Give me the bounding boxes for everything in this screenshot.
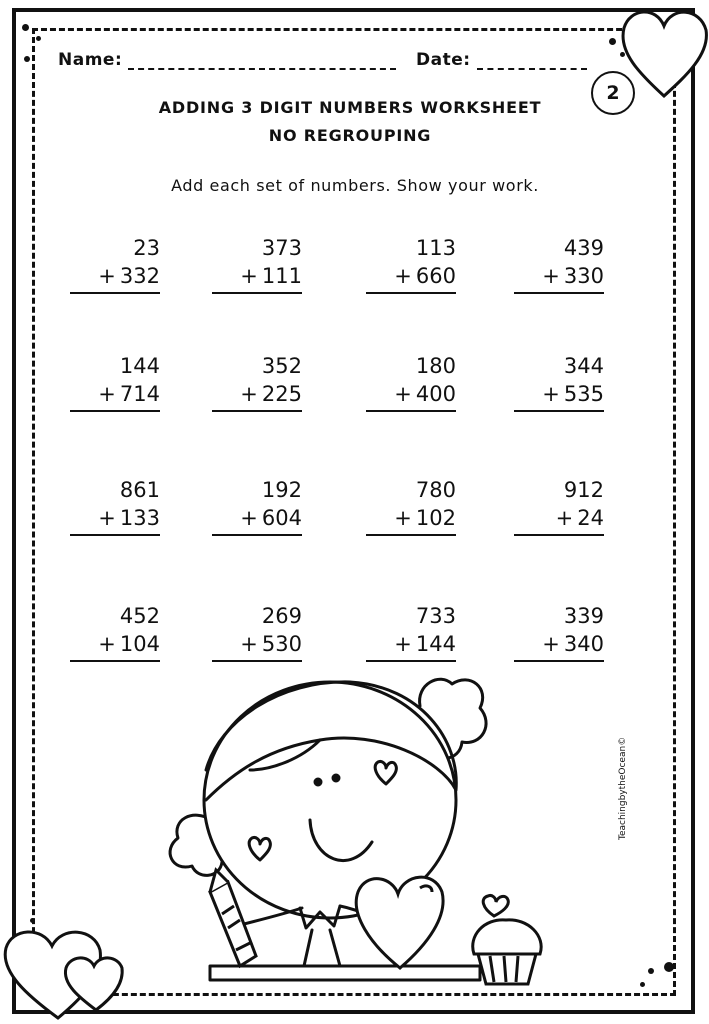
instructions: Add each set of numbers. Show your work. — [171, 176, 539, 195]
top-addend: 113 — [415, 236, 456, 260]
copyright-text: TeachingbytheOcean© — [618, 736, 628, 840]
top-addend: 339 — [563, 604, 604, 628]
name-label: Name: — [58, 50, 123, 70]
cupcake-icon — [473, 895, 541, 984]
plus-sign: + — [240, 264, 258, 288]
plus-sign: + — [240, 382, 258, 406]
worksheet-title: ADDING 3 DIGIT NUMBERS WORKSHEET — [158, 98, 542, 117]
bottom-addend: 144 — [415, 632, 456, 656]
plus-sign: + — [98, 632, 116, 656]
plus-sign: + — [98, 382, 116, 406]
bottom-addend: 340 — [563, 632, 604, 656]
plus-sign: + — [555, 506, 574, 530]
top-addend: 23 — [133, 236, 160, 260]
heart-icon — [5, 932, 122, 1018]
heart-icon — [356, 877, 443, 968]
bottom-addend: 400 — [415, 382, 456, 406]
top-addend: 912 — [563, 478, 604, 502]
plus-sign: + — [98, 506, 116, 530]
bottom-addend: 332 — [119, 264, 160, 288]
plus-sign: + — [542, 264, 560, 288]
bottom-addend: 660 — [415, 264, 456, 288]
top-addend: 373 — [261, 236, 302, 260]
bottom-addend: 604 — [261, 506, 302, 530]
top-addend: 192 — [261, 478, 302, 502]
plus-sign: + — [542, 632, 560, 656]
worksheet-subtitle: NO REGROUPING — [268, 126, 432, 145]
top-addend: 269 — [261, 604, 302, 628]
page-number-badge: 2 — [591, 71, 635, 115]
plus-sign: + — [394, 382, 412, 406]
date-label: Date: — [416, 50, 471, 70]
bottom-addend: 104 — [119, 632, 160, 656]
bottom-addend: 530 — [261, 632, 302, 656]
plus-sign: + — [98, 264, 116, 288]
plus-sign: + — [240, 632, 258, 656]
bottom-addend: 133 — [119, 506, 160, 530]
bottom-addend: 111 — [261, 264, 302, 288]
bottom-addend: 225 — [261, 382, 302, 406]
top-addend: 861 — [119, 478, 160, 502]
top-addend: 144 — [119, 354, 160, 378]
plus-sign: + — [240, 506, 258, 530]
girl-illustration-icon — [170, 679, 486, 980]
top-addend: 439 — [563, 236, 604, 260]
heart-icon — [623, 12, 706, 96]
bottom-addend: 535 — [563, 382, 604, 406]
bottom-addend: 24 — [577, 506, 604, 530]
bottom-addend: 102 — [415, 506, 456, 530]
plus-sign: + — [542, 382, 560, 406]
bottom-addend: 330 — [563, 264, 604, 288]
top-addend: 344 — [563, 354, 604, 378]
bottom-addend: 714 — [119, 382, 160, 406]
plus-sign: + — [394, 264, 412, 288]
top-addend: 352 — [261, 354, 302, 378]
top-addend: 780 — [415, 478, 456, 502]
top-addend: 452 — [119, 604, 160, 628]
top-addend: 733 — [415, 604, 456, 628]
top-addend: 180 — [415, 354, 456, 378]
plus-sign: + — [394, 506, 412, 530]
plus-sign: + — [394, 632, 412, 656]
